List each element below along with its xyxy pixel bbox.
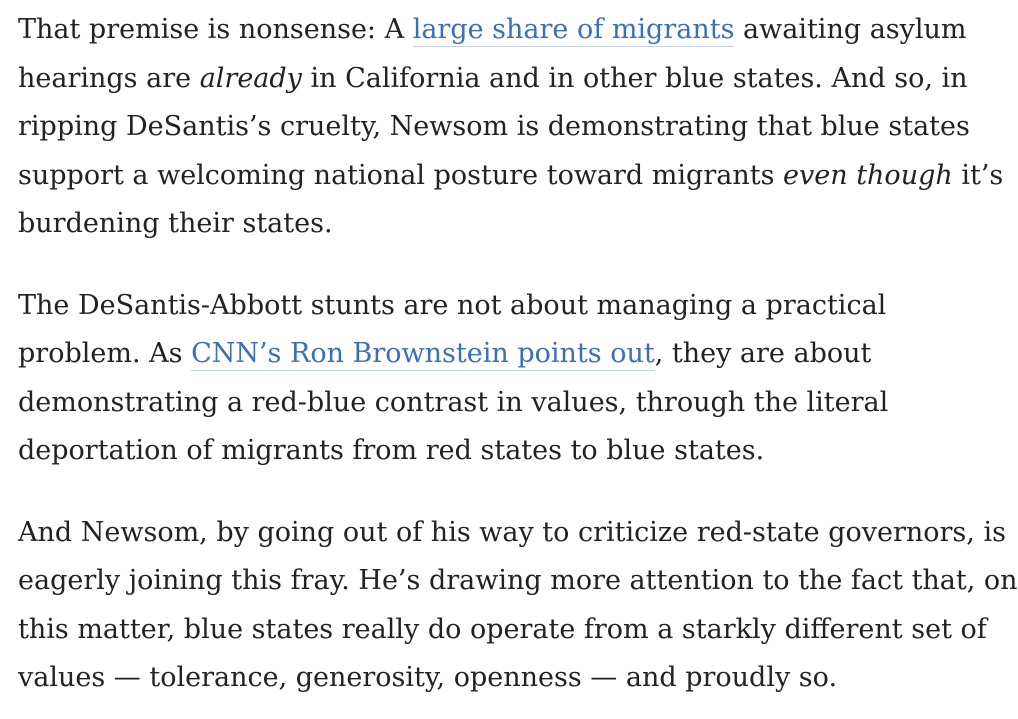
paragraph-1-line-2 <box>18 55 986 104</box>
paragraph-1-line-4 <box>18 152 1004 201</box>
paragraph-3-line-3: this matter, blue states really do operate from a starkly different set of <box>18 613 987 645</box>
text-segment: hearings are <box>18 62 200 94</box>
paragraph-3-line-4: values — tolerance, generosity, openness — and proudly so. <box>18 662 838 693</box>
paragraph-1-line-1 <box>18 6 986 55</box>
paragraph-3-line-2: eagerly joining this fray. He’s drawing more attention to the fact that, on <box>18 565 1018 596</box>
text-segment: That premise is nonsense: A <box>18 14 413 45</box>
paragraph-2-line-2 <box>18 330 986 379</box>
paragraph-2-line-4: deportation of migrants from red states to blue states. <box>18 435 765 466</box>
text-segment: in California and in other blue states. And so, in <box>301 62 968 94</box>
link-large-share-of-migrants[interactable]: large share of migrants <box>412 14 735 45</box>
text-segment: awaiting asylum <box>734 14 967 45</box>
link-cnn-ron-brownstein[interactable]: CNN’s Ron Brownstein points out <box>191 338 655 369</box>
text-segment: support a welcoming national posture toward migrants <box>18 159 784 191</box>
paragraph-3 <box>18 509 1018 703</box>
paragraph-2 <box>18 282 986 476</box>
text-segment: problem. As <box>18 338 192 369</box>
paragraph-1 <box>18 6 1004 249</box>
paragraph-1-line-5: burdening their states. <box>18 208 333 239</box>
emphasis-even-though: even though <box>783 159 953 191</box>
paragraph-2-line-3: demonstrating a red-blue contrast in values, through the literal <box>18 386 889 418</box>
text-segment: , they are about <box>654 338 872 369</box>
paragraph-3-line-1: And Newsom, by going out of his way to criticize red-state governors, is <box>18 516 1006 548</box>
paragraph-1-line-3: ripping DeSantis’s cruelty, Newsom is demonstrating that blue states <box>18 111 970 142</box>
paragraph-2-line-1: The DeSantis-Abbott stunts are not about managing a practical <box>18 289 887 321</box>
text-segment: it’s <box>952 159 1004 191</box>
emphasis-already: already <box>199 62 302 94</box>
